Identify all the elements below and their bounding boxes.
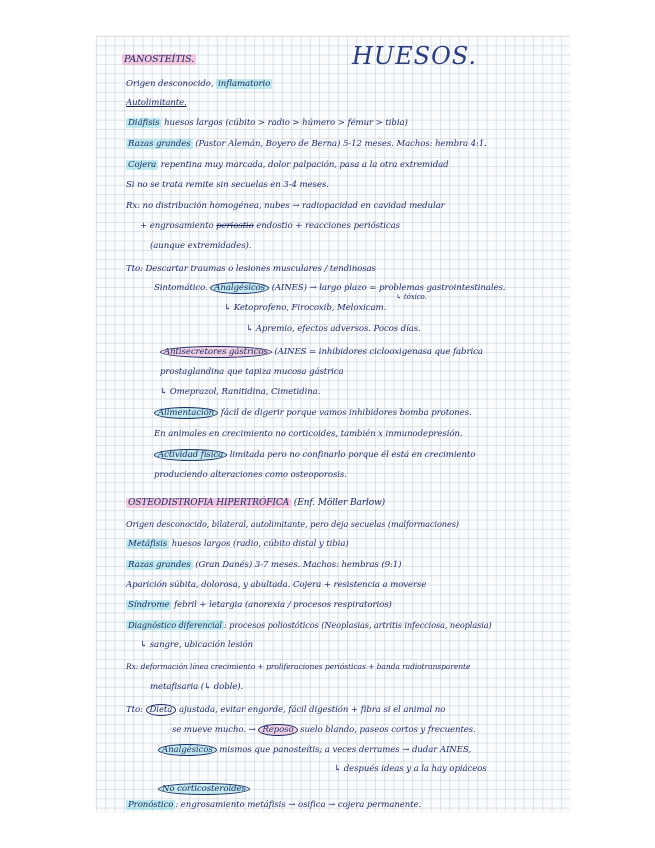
note-line	[160, 387, 320, 397]
note-line	[126, 705, 445, 715]
note-text: huesos largos (radio, cúbito distal y tibia)	[169, 539, 349, 549]
note-line	[154, 283, 505, 293]
note-line	[246, 324, 421, 334]
note-text: ajustada, evitar engorde, fácil digestión + fibra si el animal no	[176, 705, 446, 715]
note-line	[158, 784, 250, 794]
highlighted-term: Reposo	[258, 724, 297, 736]
note-line	[126, 539, 349, 549]
note-text: (AINES) → largo plazo = problemas gastrointestinales.	[268, 283, 506, 293]
note-text: Tto: Descartar traumas o lesiones musculares / tendinosas	[126, 264, 376, 274]
note-line	[172, 725, 476, 735]
note-text: febril + letargia (anorexia / procesos respiratorios)	[171, 600, 392, 610]
highlighted-term: Analgésicos	[158, 744, 217, 756]
note-text: (AINES = inhibidores ciclooxigenasa que fabrica	[271, 347, 483, 357]
note-text: fácil de digerir porque vamos inhibidores bomba protones.	[218, 408, 472, 418]
highlighted-term: periostio	[216, 221, 254, 231]
note-line	[126, 620, 492, 630]
highlighted-term: inflamatorio	[218, 79, 271, 89]
note-text: ↳ sangre, ubicación lesión	[140, 640, 253, 650]
note-line	[126, 201, 445, 211]
note-line	[126, 662, 470, 671]
note-text: : procesos poliostóticos (Neoplasias, artritis infecciosa, neoplasia)	[223, 620, 492, 630]
highlighted-term: Diagnóstico diferencial	[128, 620, 222, 630]
note-text: + engrosamiento	[140, 221, 217, 231]
note-line	[158, 745, 471, 755]
note-text: limitada pero no confinarlo porque él está en crecimiento	[227, 450, 476, 460]
note-line	[154, 450, 475, 460]
highlighted-term: Alimentación	[154, 407, 218, 419]
note-text: Origen desconocido,	[126, 79, 217, 89]
note-text: En animales en crecimiento no corticoides, también x inmunodepresión.	[154, 429, 463, 439]
note-text: Tto:	[126, 705, 146, 715]
note-line	[160, 367, 344, 377]
note-text: suelo blando, paseos cortos y frecuentes.	[297, 725, 476, 735]
note-line	[126, 498, 385, 508]
note-line	[122, 54, 196, 65]
highlighted-term: Actividad física	[154, 449, 227, 461]
note-text: (Enf. Möller Barlow)	[291, 498, 386, 508]
highlighted-term: OSTEODISTROFIA HIPERTRÓFICA	[128, 498, 290, 508]
note-line	[126, 264, 376, 274]
note-line	[224, 303, 386, 313]
note-text: produciendo alteraciones como osteoporosis.	[154, 470, 347, 480]
note-line	[396, 293, 427, 301]
note-text: huesos largos (cúbito > radio > húmero > fémur > tibia)	[161, 118, 408, 128]
highlighted-term: Dieta	[146, 704, 177, 716]
highlighted-term: Pronóstico	[128, 800, 174, 810]
highlighted-term: Antisecretores gástricos	[160, 346, 272, 358]
note-line	[154, 429, 463, 439]
note-line	[126, 180, 329, 190]
note-text: : engrosamiento metáfisis → osifica → cojera permanente.	[175, 800, 422, 810]
note-text: ↳ Omeprazol, Ranitidina, Cimetidina.	[160, 387, 321, 397]
note-text: (Gran Danés) 3-7 meses. Machos: hembras (9:1)	[192, 560, 402, 570]
note-text: ↳ Ketoprofeno, Firocoxib, Meloxicam.	[224, 303, 387, 313]
page-title: HUESOS.	[352, 42, 478, 70]
note-line	[150, 682, 243, 692]
highlighted-term: Cojera	[128, 160, 157, 170]
note-line	[126, 580, 426, 590]
note-text: se mueve mucho. →	[172, 725, 259, 735]
note-line	[140, 640, 253, 650]
note-text: Origen desconocido, bilateral, autolimitante, pero deja secuelas (malformaciones)	[126, 519, 459, 529]
highlighted-term: Síndrome	[128, 600, 170, 610]
note-text: mismos que panosteítis; a veces derrames → dudar AINES,	[216, 745, 471, 755]
note-line	[150, 241, 251, 251]
highlighted-term: Diáfisis	[128, 118, 160, 128]
note-line	[160, 347, 483, 357]
note-line	[154, 408, 472, 418]
note-line	[126, 98, 187, 108]
note-line	[126, 560, 401, 570]
note-text: Sintomático.	[154, 283, 211, 293]
note-text: metafisaria (↳ doble).	[150, 682, 244, 692]
notebook-page	[96, 36, 570, 812]
highlighted-term: Metáfisis	[128, 539, 168, 549]
note-text: ↳ Apremio, efectos adversos. Pocos días.	[246, 324, 421, 334]
highlighted-term: No corticosteroides	[158, 783, 250, 795]
highlighted-term: PANOSTEÍTIS.	[124, 54, 195, 65]
note-line	[154, 470, 347, 480]
note-text: prostaglandina que tapiza mucosa gástrica	[160, 367, 344, 377]
note-line	[126, 139, 487, 149]
note-text: (Pastor Alemán, Boyero de Berna) 5-12 meses. Machos: hembra 4:1.	[192, 139, 487, 149]
note-line	[140, 221, 400, 231]
note-text: endostio + reacciones periósticas	[253, 221, 400, 231]
highlighted-term: Razas grandes	[128, 139, 191, 149]
note-line	[126, 160, 449, 170]
note-text: (aunque extremidades).	[150, 241, 252, 251]
note-line	[126, 118, 408, 128]
note-text: Si no se trata remite sin secuelas en 3-4 meses.	[126, 180, 329, 190]
note-text: ↳ tóxico.	[396, 293, 427, 301]
note-line	[334, 764, 487, 774]
note-text: repentina muy marcada, dolor palpación, pasa a la otra extremidad	[158, 160, 449, 170]
highlighted-term: Autolimitante.	[126, 98, 187, 108]
highlighted-term: Analgésicos	[210, 282, 269, 294]
note-line	[126, 800, 421, 810]
note-line	[126, 79, 272, 89]
note-line	[126, 519, 459, 529]
note-text: Rx: deformación línea crecimiento + proliferaciones periósticas + banda radiotransparente	[126, 662, 471, 671]
highlighted-term: Razas grandes	[128, 560, 191, 570]
note-text: Rx: no distribución homogénea, nubes → radiopacidad en cavidad medular	[126, 201, 445, 211]
note-line	[126, 600, 392, 610]
note-text: ↳ después ideas y a la hay opiáceos	[334, 764, 487, 774]
note-text: Aparición súbita, dolorosa, y abultada. Cojera + resistencia a moverse	[126, 580, 427, 590]
